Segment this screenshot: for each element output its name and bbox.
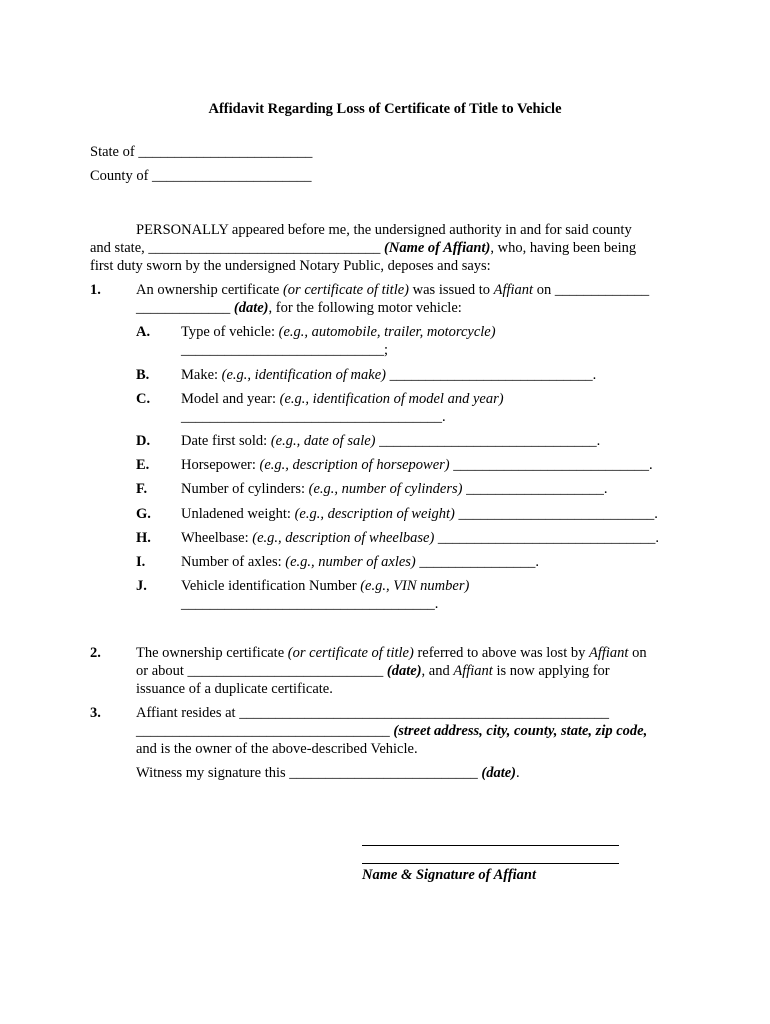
item-2-date-blank[interactable]: or about ___________________________ <box>136 663 387 679</box>
item-1-date-blank-b[interactable]: _____________ <box>136 300 234 316</box>
intro-line-2 <box>90 239 636 257</box>
state-blank[interactable]: ________________________ <box>138 144 313 160</box>
item-2-text-g: Affiant <box>453 663 493 679</box>
vehicle-d-hint: (e.g., date of sale) <box>270 433 376 449</box>
vehicle-i-line <box>181 553 539 571</box>
vehicle-a-blank[interactable]: ____________________________; <box>181 342 389 358</box>
vehicle-d-blank[interactable]: ______________________________. <box>375 433 601 449</box>
vehicle-i-letter: I. <box>136 554 146 570</box>
vehicle-e-line <box>181 456 653 474</box>
item-2-date-hint: (date) <box>386 663 422 679</box>
vehicle-b-line <box>181 366 596 384</box>
vehicle-b-letter: B. <box>136 367 150 383</box>
vehicle-g-line <box>181 505 658 523</box>
intro-line-2-tail: , who, having been being <box>490 240 637 256</box>
vehicle-h-label: Wheelbase: <box>181 530 253 546</box>
vehicle-j-letter: J. <box>136 578 147 594</box>
vehicle-e-blank[interactable]: ___________________________. <box>449 457 653 473</box>
vehicle-f-line <box>181 480 607 498</box>
item-1-text-tail: , for the following motor vehicle: <box>268 300 462 316</box>
item-3-line-2 <box>136 722 647 740</box>
vehicle-j-hint: (e.g., VIN number) <box>360 578 470 594</box>
item-2-text-f: , and <box>421 663 454 679</box>
witness-line <box>136 764 520 782</box>
vehicle-i-blank[interactable]: ________________. <box>415 554 540 570</box>
vehicle-i-label: Number of axles: <box>181 554 286 570</box>
vehicle-j-line <box>181 577 469 595</box>
vehicle-i-hint: (e.g., number of axles) <box>285 554 416 570</box>
vehicle-d-line <box>181 432 600 450</box>
intro-line-3: first duty sworn by the undersigned Notary Public, deposes and says: <box>90 258 491 274</box>
vehicle-c-line <box>181 390 504 408</box>
witness-date-blank[interactable]: Witness my signature this __________________________ <box>136 765 482 781</box>
vehicle-a-label: Type of vehicle: <box>181 324 279 340</box>
vehicle-e-letter: E. <box>136 457 150 473</box>
item-2-number: 2. <box>90 645 101 661</box>
item-1-line-1 <box>136 281 649 299</box>
item-3-address-blank-1[interactable]: Affiant resides at ___________________________________________________ <box>136 705 609 721</box>
vehicle-g-label: Unladened weight: <box>181 506 295 522</box>
item-2-text-e: on <box>628 645 647 661</box>
item-1-date-blank-a[interactable]: on _____________ <box>533 282 650 298</box>
vehicle-f-letter: F. <box>136 481 148 497</box>
vehicle-a-hint: (e.g., automobile, trailer, motorcycle) <box>278 324 496 340</box>
vehicle-c-hint: (e.g., identification of model and year) <box>279 391 504 407</box>
vehicle-c-label: Model and year: <box>181 391 280 407</box>
vehicle-e-label: Horsepower: <box>181 457 260 473</box>
county-label: County of <box>90 168 149 184</box>
vehicle-c-letter: C. <box>136 391 151 407</box>
vehicle-g-blank[interactable]: ___________________________. <box>454 506 658 522</box>
item-3-number: 3. <box>90 705 101 721</box>
state-line <box>90 143 312 161</box>
vehicle-h-line <box>181 529 659 547</box>
item-2-line-2 <box>136 662 610 680</box>
item-1-line-2 <box>136 299 462 317</box>
item-2-text-c: referred to above was lost by <box>413 645 589 661</box>
vehicle-j-label: Vehicle identification Number <box>181 578 361 594</box>
item-2-line-1 <box>136 644 647 662</box>
vehicle-b-hint: (e.g., identification of make) <box>221 367 386 383</box>
vehicle-g-letter: G. <box>136 506 151 522</box>
vehicle-c-blank[interactable]: ____________________________________. <box>181 409 446 425</box>
vehicle-d-label: Date first sold: <box>181 433 271 449</box>
vehicle-b-blank[interactable]: ____________________________. <box>385 367 597 383</box>
item-1-text-a: An ownership certificate <box>136 282 283 298</box>
signature-line-1[interactable] <box>362 845 619 846</box>
item-1-date-hint: (date) <box>233 300 269 316</box>
document-title: Affidavit Regarding Loss of Certificate of Title to Vehicle <box>208 101 562 117</box>
vehicle-d-letter: D. <box>136 433 151 449</box>
vehicle-g-hint: (e.g., description of weight) <box>294 506 455 522</box>
county-line <box>90 167 312 185</box>
witness-date-hint: (date) <box>481 765 517 781</box>
vehicle-f-hint: (e.g., number of cylinders) <box>308 481 463 497</box>
vehicle-f-blank[interactable]: ___________________. <box>462 481 608 497</box>
item-2-text-h: is now applying for <box>492 663 610 679</box>
vehicle-b-label: Make: <box>181 367 222 383</box>
item-2-line-3: issuance of a duplicate certificate. <box>136 681 333 697</box>
item-3-address-blank-2[interactable]: ___________________________________ <box>136 723 394 739</box>
affiant-name-blank[interactable]: and state, ________________________________ <box>90 240 385 256</box>
vehicle-a-line <box>181 323 496 341</box>
item-1-text-b: (or certificate of title) <box>282 282 410 298</box>
vehicle-h-blank[interactable]: ______________________________. <box>434 530 660 546</box>
vehicle-j-blank[interactable]: ___________________________________. <box>181 596 439 612</box>
intro-line-1: PERSONALLY appeared before me, the undersigned authority in and for said county <box>136 222 632 238</box>
county-blank[interactable]: ______________________ <box>152 168 312 184</box>
item-2-text-d: Affiant <box>588 645 629 661</box>
item-3-address-hint: (street address, city, county, state, zip code, <box>393 723 648 739</box>
item-2-text-b: (or certificate of title) <box>287 645 414 661</box>
vehicle-h-hint: (e.g., description of wheelbase) <box>252 530 435 546</box>
witness-period: . <box>516 765 520 781</box>
vehicle-a-letter: A. <box>136 324 151 340</box>
item-1-text-d: Affiant <box>493 282 534 298</box>
item-2-text-a: The ownership certificate <box>136 645 288 661</box>
item-1-text-c: was issued to <box>409 282 494 298</box>
affiant-name-hint: (Name of Affiant) <box>384 240 491 256</box>
vehicle-h-letter: H. <box>136 530 151 546</box>
vehicle-f-label: Number of cylinders: <box>181 481 309 497</box>
state-label: State of <box>90 144 135 160</box>
item-1-number: 1. <box>90 282 101 298</box>
item-3-line-3: and is the owner of the above-described Vehicle. <box>136 741 418 757</box>
vehicle-e-hint: (e.g., description of horsepower) <box>259 457 450 473</box>
signature-line-2[interactable] <box>362 863 619 864</box>
signature-caption: Name & Signature of Affiant <box>362 867 537 883</box>
